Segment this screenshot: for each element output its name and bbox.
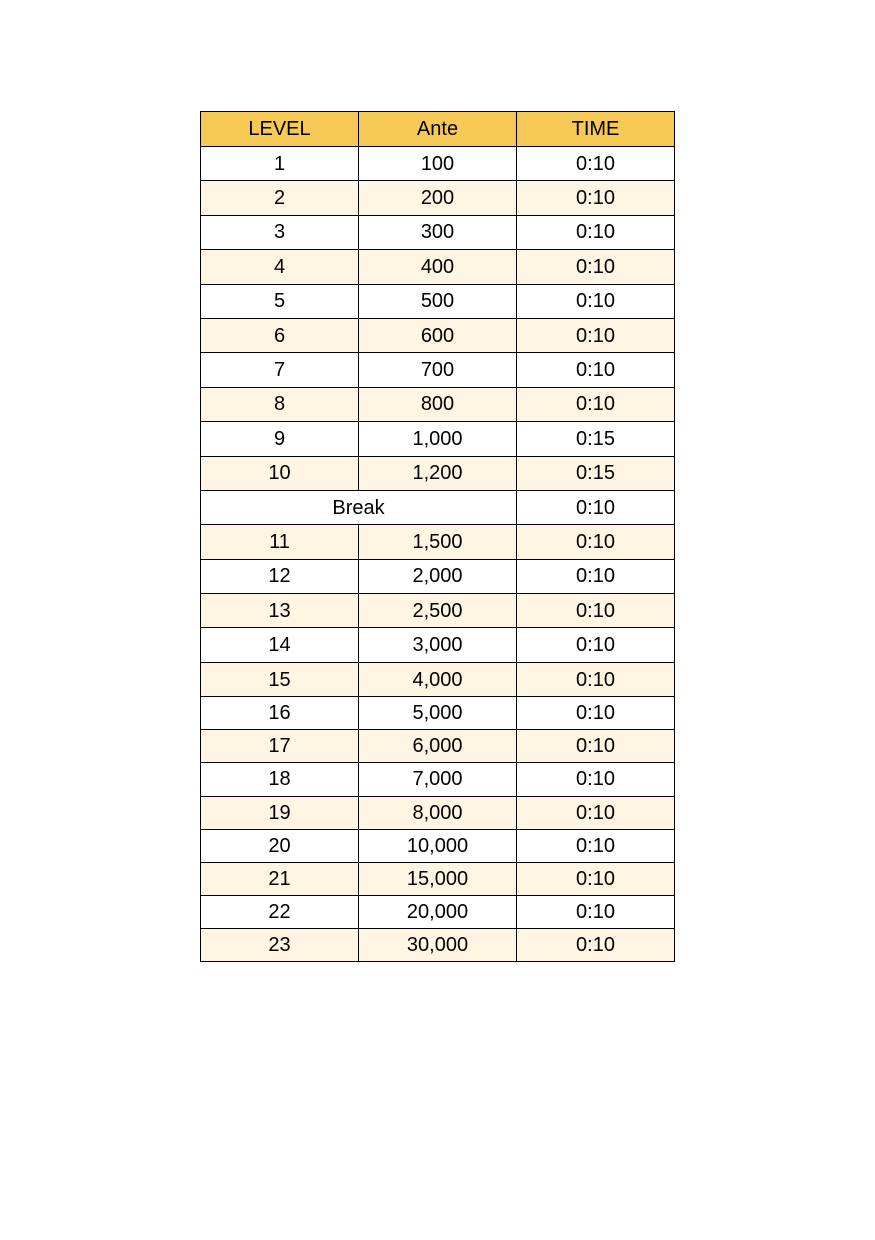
cell-time: 0:10 bbox=[517, 559, 675, 593]
table-row bbox=[201, 594, 675, 628]
cell-ante: 10,000 bbox=[359, 829, 517, 862]
cell-time: 0:10 bbox=[517, 829, 675, 862]
cell-ante: 700 bbox=[359, 353, 517, 387]
cell-ante: 1,000 bbox=[359, 422, 517, 456]
cell-ante: 7,000 bbox=[359, 763, 517, 796]
table-row bbox=[201, 829, 675, 862]
table-row bbox=[201, 353, 675, 387]
cell-level: 15 bbox=[201, 662, 359, 696]
cell-ante: 1,500 bbox=[359, 525, 517, 559]
cell-ante: 100 bbox=[359, 147, 517, 181]
cell-time: 0:10 bbox=[517, 147, 675, 181]
cell-time: 0:10 bbox=[517, 928, 675, 961]
cell-level: 2 bbox=[201, 181, 359, 215]
cell-ante: 2,000 bbox=[359, 559, 517, 593]
cell-ante: 200 bbox=[359, 181, 517, 215]
cell-ante: 600 bbox=[359, 318, 517, 352]
cell-ante: 300 bbox=[359, 215, 517, 249]
table-row bbox=[201, 628, 675, 662]
table-row bbox=[201, 250, 675, 284]
cell-level: 14 bbox=[201, 628, 359, 662]
cell-time: 0:10 bbox=[517, 490, 675, 524]
cell-level: 8 bbox=[201, 387, 359, 421]
table-header bbox=[201, 112, 675, 147]
cell-ante: 1,200 bbox=[359, 456, 517, 490]
cell-time: 0:15 bbox=[517, 456, 675, 490]
cell-time: 0:10 bbox=[517, 353, 675, 387]
table-row bbox=[201, 422, 675, 456]
cell-ante: 500 bbox=[359, 284, 517, 318]
table-row bbox=[201, 796, 675, 829]
table-row bbox=[201, 862, 675, 895]
cell-level: 10 bbox=[201, 456, 359, 490]
cell-time: 0:10 bbox=[517, 525, 675, 559]
cell-level: 6 bbox=[201, 318, 359, 352]
table-row bbox=[201, 147, 675, 181]
cell-time: 0:10 bbox=[517, 250, 675, 284]
cell-time: 0:10 bbox=[517, 697, 675, 730]
header-time: TIME bbox=[517, 112, 675, 147]
cell-level: 19 bbox=[201, 796, 359, 829]
cell-time: 0:10 bbox=[517, 662, 675, 696]
cell-level: 3 bbox=[201, 215, 359, 249]
table-row bbox=[201, 181, 675, 215]
table-row bbox=[201, 387, 675, 421]
header-row bbox=[201, 112, 675, 147]
cell-ante: 5,000 bbox=[359, 697, 517, 730]
table-row bbox=[201, 662, 675, 696]
cell-level: 17 bbox=[201, 730, 359, 763]
table-row bbox=[201, 456, 675, 490]
table-row bbox=[201, 318, 675, 352]
cell-level: 13 bbox=[201, 594, 359, 628]
cell-time: 0:10 bbox=[517, 628, 675, 662]
cell-level: 12 bbox=[201, 559, 359, 593]
cell-ante: 20,000 bbox=[359, 895, 517, 928]
cell-level: 4 bbox=[201, 250, 359, 284]
table-row bbox=[201, 763, 675, 796]
table-row bbox=[201, 928, 675, 961]
cell-time: 0:10 bbox=[517, 796, 675, 829]
cell-level: 16 bbox=[201, 697, 359, 730]
break-label: Break bbox=[201, 490, 517, 524]
cell-ante: 8,000 bbox=[359, 796, 517, 829]
cell-level: 21 bbox=[201, 862, 359, 895]
header-ante: Ante bbox=[359, 112, 517, 147]
table-row bbox=[201, 559, 675, 593]
table-row bbox=[201, 895, 675, 928]
cell-ante: 15,000 bbox=[359, 862, 517, 895]
cell-time: 0:10 bbox=[517, 730, 675, 763]
cell-ante: 4,000 bbox=[359, 662, 517, 696]
break-row bbox=[201, 490, 675, 524]
cell-level: 18 bbox=[201, 763, 359, 796]
table-row bbox=[201, 525, 675, 559]
cell-level: 7 bbox=[201, 353, 359, 387]
cell-level: 20 bbox=[201, 829, 359, 862]
cell-time: 0:10 bbox=[517, 181, 675, 215]
table-row bbox=[201, 697, 675, 730]
cell-time: 0:10 bbox=[517, 763, 675, 796]
cell-ante: 30,000 bbox=[359, 928, 517, 961]
table-row bbox=[201, 215, 675, 249]
blind-structure-table bbox=[200, 111, 675, 962]
cell-ante: 800 bbox=[359, 387, 517, 421]
cell-time: 0:10 bbox=[517, 895, 675, 928]
table-body bbox=[201, 147, 675, 962]
cell-ante: 400 bbox=[359, 250, 517, 284]
cell-ante: 3,000 bbox=[359, 628, 517, 662]
cell-time: 0:10 bbox=[517, 284, 675, 318]
cell-level: 23 bbox=[201, 928, 359, 961]
table-row bbox=[201, 730, 675, 763]
cell-ante: 6,000 bbox=[359, 730, 517, 763]
cell-ante: 2,500 bbox=[359, 594, 517, 628]
cell-time: 0:10 bbox=[517, 594, 675, 628]
cell-time: 0:10 bbox=[517, 862, 675, 895]
cell-level: 5 bbox=[201, 284, 359, 318]
header-level: LEVEL bbox=[201, 112, 359, 147]
cell-level: 11 bbox=[201, 525, 359, 559]
cell-time: 0:10 bbox=[517, 387, 675, 421]
cell-level: 1 bbox=[201, 147, 359, 181]
cell-level: 22 bbox=[201, 895, 359, 928]
table-row bbox=[201, 284, 675, 318]
cell-time: 0:15 bbox=[517, 422, 675, 456]
cell-level: 9 bbox=[201, 422, 359, 456]
cell-time: 0:10 bbox=[517, 318, 675, 352]
cell-time: 0:10 bbox=[517, 215, 675, 249]
